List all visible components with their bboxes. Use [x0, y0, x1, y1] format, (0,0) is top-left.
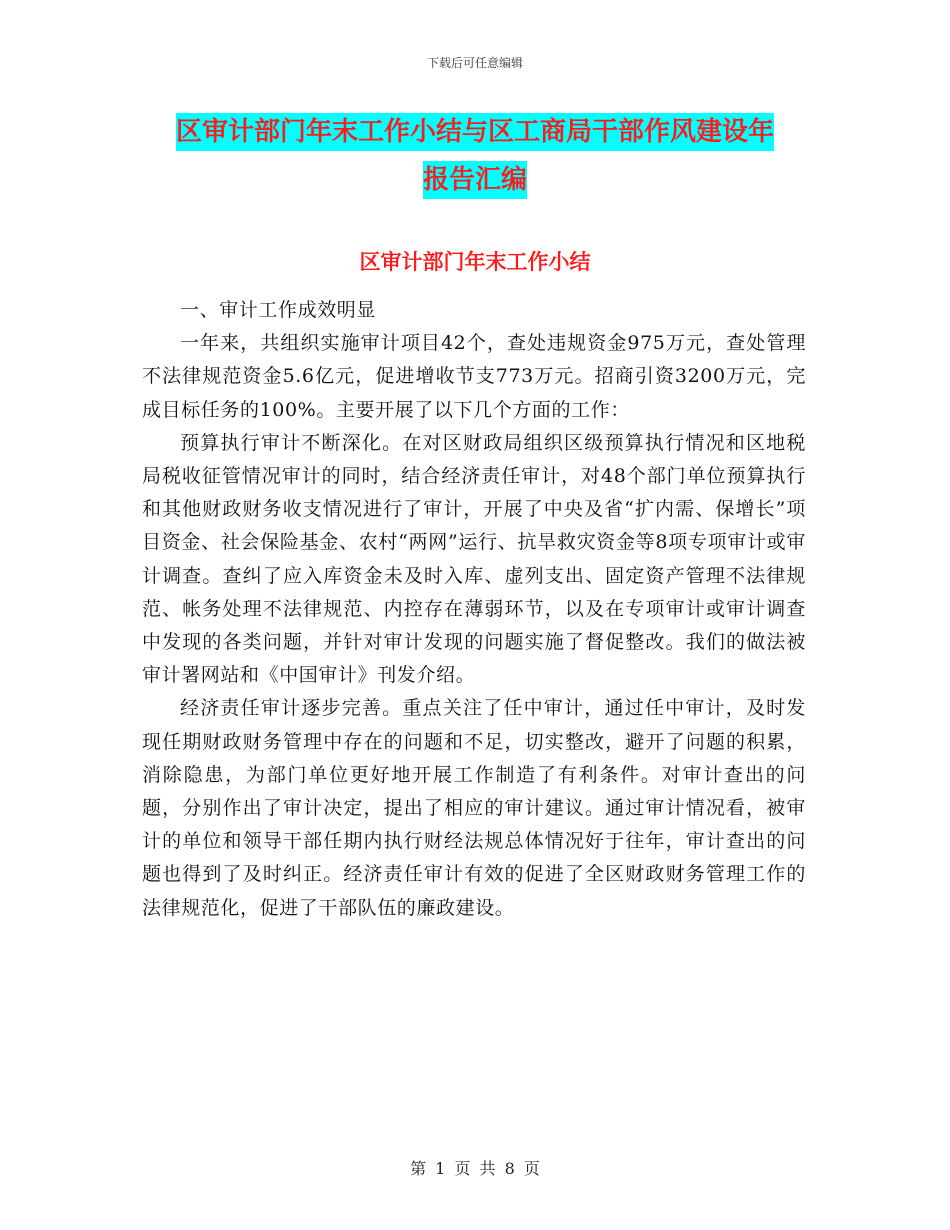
section-title: 区审计部门年末工作小结 — [359, 250, 591, 274]
paragraph-budget-audit: 预算执行审计不断深化。在对区财政局组织区级预算执行情况和区地税局税收征管情况审计的同时，结合经济责任审计，对48个部门单位预算执行和其他财政财务收支情况进行了审计，开展了中央及省“扩内需、保增长”项目资金、社会保险基金、农村“两网”运行、抗旱救灾资金等8项专项审计或审计调查。查纠了应入库资金未及时入库、虚列支出、固定资产管理不法律规范、帐务处理不法律规范、内控存在薄弱环节，以及在专项审计或审计调查中发现的各类问题，并针对审计发现的问题实施了督促整改。我们的做法被审计署网站和《中国审计》刊发介绍。 — [142, 431, 806, 687]
document-body — [142, 294, 806, 925]
page-footer: 第 1 页 共 8 页 — [410, 1159, 540, 1178]
subheading-audit-results: 一、审计工作成效明显 — [180, 299, 377, 321]
document-title-line-1: 区审计部门年末工作小结与区工商局干部作风建设年 — [176, 113, 774, 151]
document-title — [140, 108, 810, 204]
paragraph-economic-responsibility-audit: 经济责任审计逐步完善。重点关注了任中审计，通过任中审计，及时发现任期财政财务管理中存在的问题和不足，切实整改，避开了问题的积累，消除隐患，为部门单位更好地开展工作制造了有利条件。对审计查出的问题，分别作出了审计决定，提出了相应的审计建议。通过审计情况看，被审计的单位和领导干部任期内执行财经法规总体情况好于往年，审计查出的问题也得到了及时纠正。经济责任审计有效的促进了全区财政财务管理工作的法律规范化，促进了干部队伍的廉政建设。 — [142, 697, 806, 919]
document-title-line-2: 报告汇编 — [423, 161, 527, 199]
header-note: 下载后可任意编辑 — [426, 56, 523, 70]
paragraph-summary: 一年来，共组织实施审计项目42个，查处违规资金975万元，查处管理不法律规范资金5.6亿元，促进增收节支773万元。招商引资3200万元，完成目标任务的100%。主要开展了以下几个方面的工作： — [142, 332, 806, 421]
